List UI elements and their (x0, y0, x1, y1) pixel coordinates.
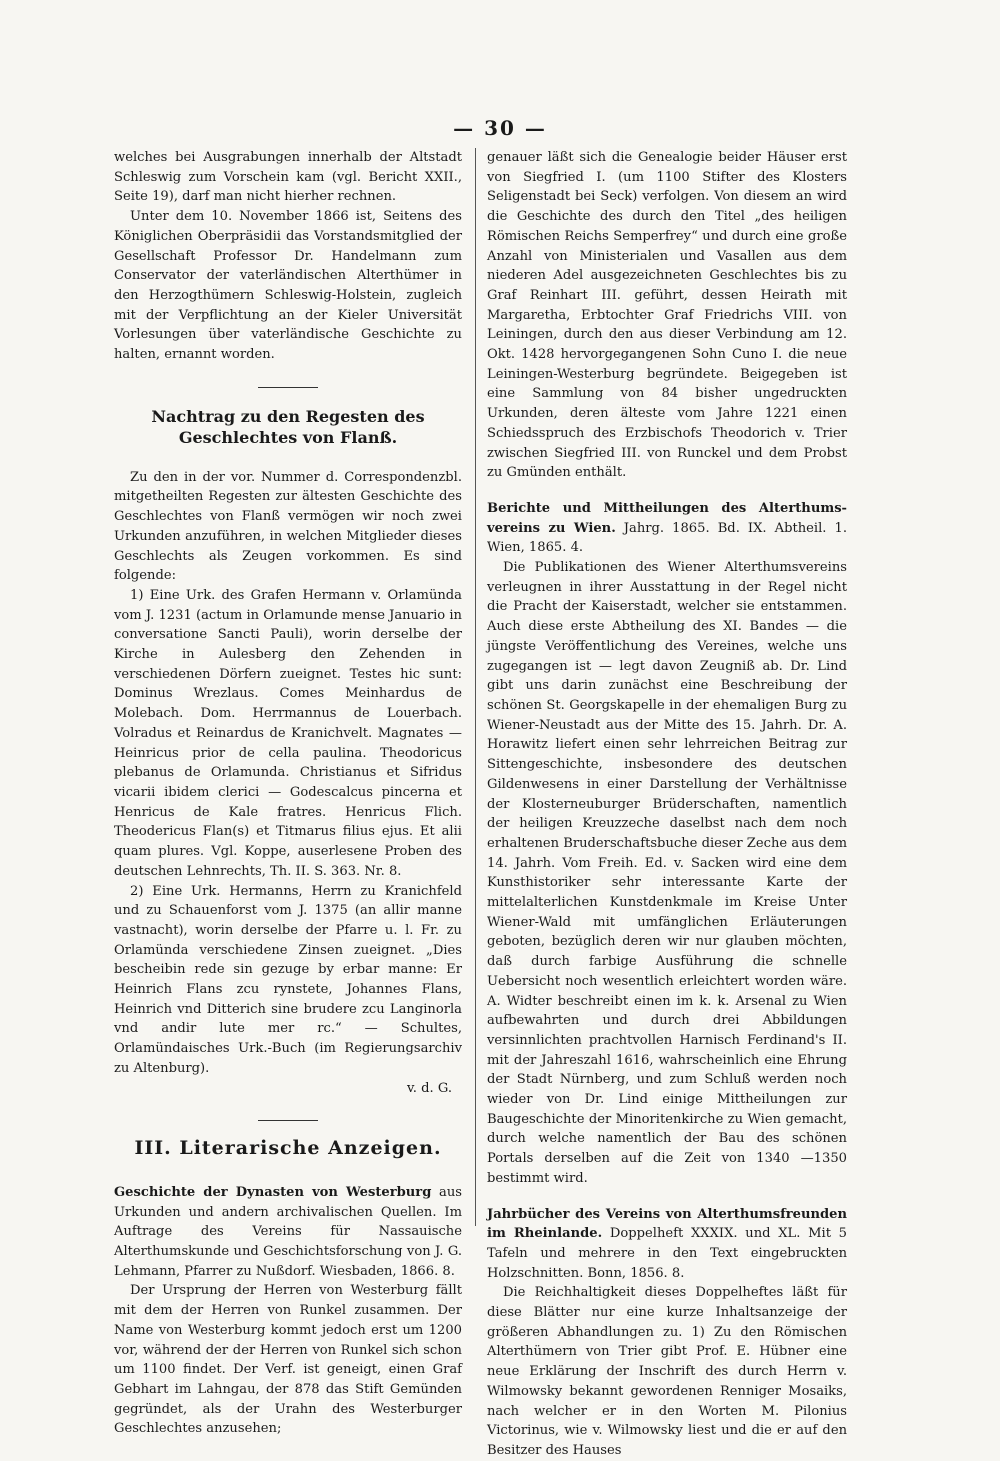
entry-details: Jahrg. 1865. Bd. IX. Abtheil. 1. Wien, 1865. 4. (487, 520, 847, 556)
entry-title: Jahrbücher des Vereins von Alterthumsfreunden im Rheinlande. (487, 1206, 847, 1242)
entry-details: aus Urkunden und andern archivalischen Quellen. Im Auftrage des Vereins für Nassauische Alterthumskunde und Geschichtsforschung von J. G. Lehmann, Pfarrer zu Nußdorf. Wiesbaden, 1866. 8. (114, 1184, 462, 1279)
paragraph: genauer läßt sich die Genealogie beider Häuser erst von Siegfried I. (um 1100 Stifter des Klosters Seligenstadt bei Seck) verfolgen. Von diesem an wird die Geschichte des durch den Titel „des heiligen Römischen Reichs Semperfrey“ und durch eine große Anzahl von Ministerialen und Vasallen aus dem niederen Adel ausgezeichneten Geschlechtes bis zu Graf Reinhart III. geführt, dessen Heirath mit Margaretha, Erbtochter Graf Friedrichs VIII. von Leiningen, durch den aus dieser Verbindung am 12. Okt. 1428 hervorgegangenen Sohn Cuno I. die neue Leiningen-Westerburg begründete. Beigegeben ist eine Sammlung von 84 bisher ungedruckten Urkunden, deren älteste vom Jahre 1221 einen Schiedsspruch des Erzbischofs Theodorich v. Trier zwischen Siegfried III. von Runckel und dem Probst zu Gmünden enthält. (487, 150, 847, 481)
signature: v. d. G. (406, 1080, 452, 1096)
paragraph: Der Ursprung der Herren von Westerburg fällt mit dem der Herren von Runkel zusammen. Der Name von Westerburg kommt jedoch erst um 1200 vor, während der der Herren von Runkel sich schon um 1100 findet. Der Verf. ist geneigt, einen Graf Gebhart im Lahngau, der 878 das Stift Gemünden gegründet, als der Urahn des Westerburger Geschlechtes anzusehen; (114, 1283, 462, 1437)
paragraph: Unter dem 10. November 1866 ist, Seitens des Königlichen Oberpräsidii das Vorstandsmitglied der Gesellschaft Professor Dr. Handelmann zum Conservator der vaterländischen Alterthümer in den Herzogthümern Schleswig-Holstein, zugleich mit der Verpflichtung an der Kieler Universität Vorlesungen über vaterländische Geschichte zu halten, ernannt worden. (114, 209, 462, 363)
left-column (114, 148, 462, 1439)
column-divider (475, 148, 476, 1226)
paragraph: 2) Eine Urk. Hermanns, Herrn zu Kranichfeld und zu Schauenforst vom J. 1375 (an allir manne vastnacht), worin derselbe der Pfarre u. l. Fr. zu Orlamünda verschiedene Zinsen zueignet. „Dies bescheibin rede sin gezuge by erbar manne: Er Heinrich Flans zcu rynstete, Johannes Flans, Heinrich vnd Ditterich sine brudere zcu Langinorla vnd andir lute mer rc.“ — Schultes, Orlamündaisches Urk.-Buch (im Regierungsarchiv zu Altenburg). (114, 883, 462, 1076)
paragraph: 1) Eine Urk. des Grafen Hermann v. Orlamünda vom J. 1231 (actum in Orlamunde mense Januario in conversatione Sancti Pauli), worin derselbe der Kirche in Aulesberg den Zehenden in verschiedenen Dörfern zueignet. Testes hic sunt: Dominus Wrezlaus. Comes Meinhardus de Molebach. Dom. Herrmannus de Louerbach. Volradus et Reinardus de Kranichvelt. Magnates — Heinricus prior de cella paulina. Theodoricus plebanus de Orlamunda. Christianus et Sifridus vicarii ibidem clerici — Godescalcus pincerna et Henricus de Kale fratres. Henricus Flich. Theodericus Flan(s) et Titmarus filius ejus. Et alii quam plures. Vgl. Koppe, auserlesene Proben des deutschen Lehnrechts, Th. II. S. 363. Nr. 8. (114, 587, 462, 879)
paragraph: Die Reichhaltigkeit dieses Doppelheftes läßt für diese Blätter nur eine kurze Inhaltsanzeige der größeren Abhandlungen zu. 1) Zu den Römischen Alterthümern von Trier gibt Prof. E. Hübner eine neue Erklärung der Inschrift des durch Herrn v. Wilmowsky bekannt gewordenen Renniger Mosaiks, nach welcher er in den Worten M. Pilonius Victorinus, wie v. Wilmowsky liest und die er auf den Besitzer des Hauses (487, 1285, 847, 1458)
entry-title: Geschichte der Dynasten von Westerburg (114, 1184, 432, 1200)
entry-rheinlande (487, 1205, 847, 1284)
paragraph: Zu den in der vor. Nummer d. Correspondenzbl. mitgetheilten Regesten zur ältesten Geschichte des Geschlechtes von Flanß vermögen wir noch zwei Urkunden anzuführen, in welchen Mitglieder dieses Geschlechts als Zeugen vorkommen. Es sind folgende: (114, 469, 462, 584)
entry-title: Berichte und Mittheilungen des Alterthums-vereins zu Wien. (487, 500, 847, 536)
heading-nachtrag: Nachtrag zu den Regesten des Geschlechtes von Flanß. (151, 406, 425, 447)
separator-rule (258, 387, 318, 388)
entry-westerburg (114, 1183, 462, 1282)
separator-rule (258, 1120, 318, 1121)
paragraph: welches bei Ausgrabungen innerhalb der Altstadt Schleswig zum Vorschein kam (vgl. Bericht XXII., Seite 19), darf man nicht hierher rechnen. (114, 150, 462, 205)
entry-wien (487, 499, 847, 558)
entry-details: Doppelheft XXXIX. und XL. Mit 5 Tafeln und mehrere in den Text eingebruckten Holzschnitten. Bonn, 1856. 8. (487, 1226, 847, 1281)
page-number: — 30 — (453, 116, 547, 140)
right-column (487, 148, 847, 1461)
section-title-literarische-anzeigen: III. Literarische Anzeigen. (134, 1137, 442, 1160)
paragraph: Die Publikationen des Wiener Alterthumsvereins verleugnen in ihrer Ausstattung in der Regel nicht die Pracht der Kaiserstadt, welcher sie entstammen. Auch diese erste Abtheilung des XI. Bandes — die jüngste Veröffentlichung des Vereines, welche uns zugegangen ist — legt davon Zeugniß ab. Dr. Lind gibt uns darin zunächst eine Beschreibung der schönen St. Georgskapelle in der ehemaligen Burg zu Wiener-Neustadt aus der Mitte des 15. Jahrh. Dr. A. Horawitz liefert einen sehr lehrreichen Beitrag zur Sittengeschichte, insbesondere des deutschen Gildenwesens in einer Darstellung der Verhältnisse der Klosterneuburger Brüderschaften, namentlich der heiligen Kreuzzeche daselbst nach dem noch erhaltenen Bruderschaftsbuche dieser Zeche aus dem 14. Jahrh. Vom Freih. Ed. v. Sacken wird eine dem Kunsthistoriker sehr interessante Karte der mittelalterlichen Kunstdenkmale im Kreise Unter Wiener-Wald mit umfänglichen Erläuterungen geboten, bezüglich deren wir nur glauben möchten, daß durch farbige Ausführung die schnelle Uebersicht noch wesentlich erleichtert worden wäre. A. Widter beschreibt einen im k. k. Arsenal zu Wien aufbewahrten und durch drei Abbildungen versinnlichten prachtvollen Harnisch Ferdinand's II. mit der Jahreszahl 1616, wahrscheinlich eine Ehrung der Stadt Nürnberg, und zum Schluß werden noch wieder von Dr. Lind einige Mittheilungen zur Baugeschichte der Minoritenkirche zu Wien gemacht, durch welche namentlich der Bau des schönen Portals derselben auf die Zeit von 1340 —1350 bestimmt wird. (487, 560, 847, 1186)
